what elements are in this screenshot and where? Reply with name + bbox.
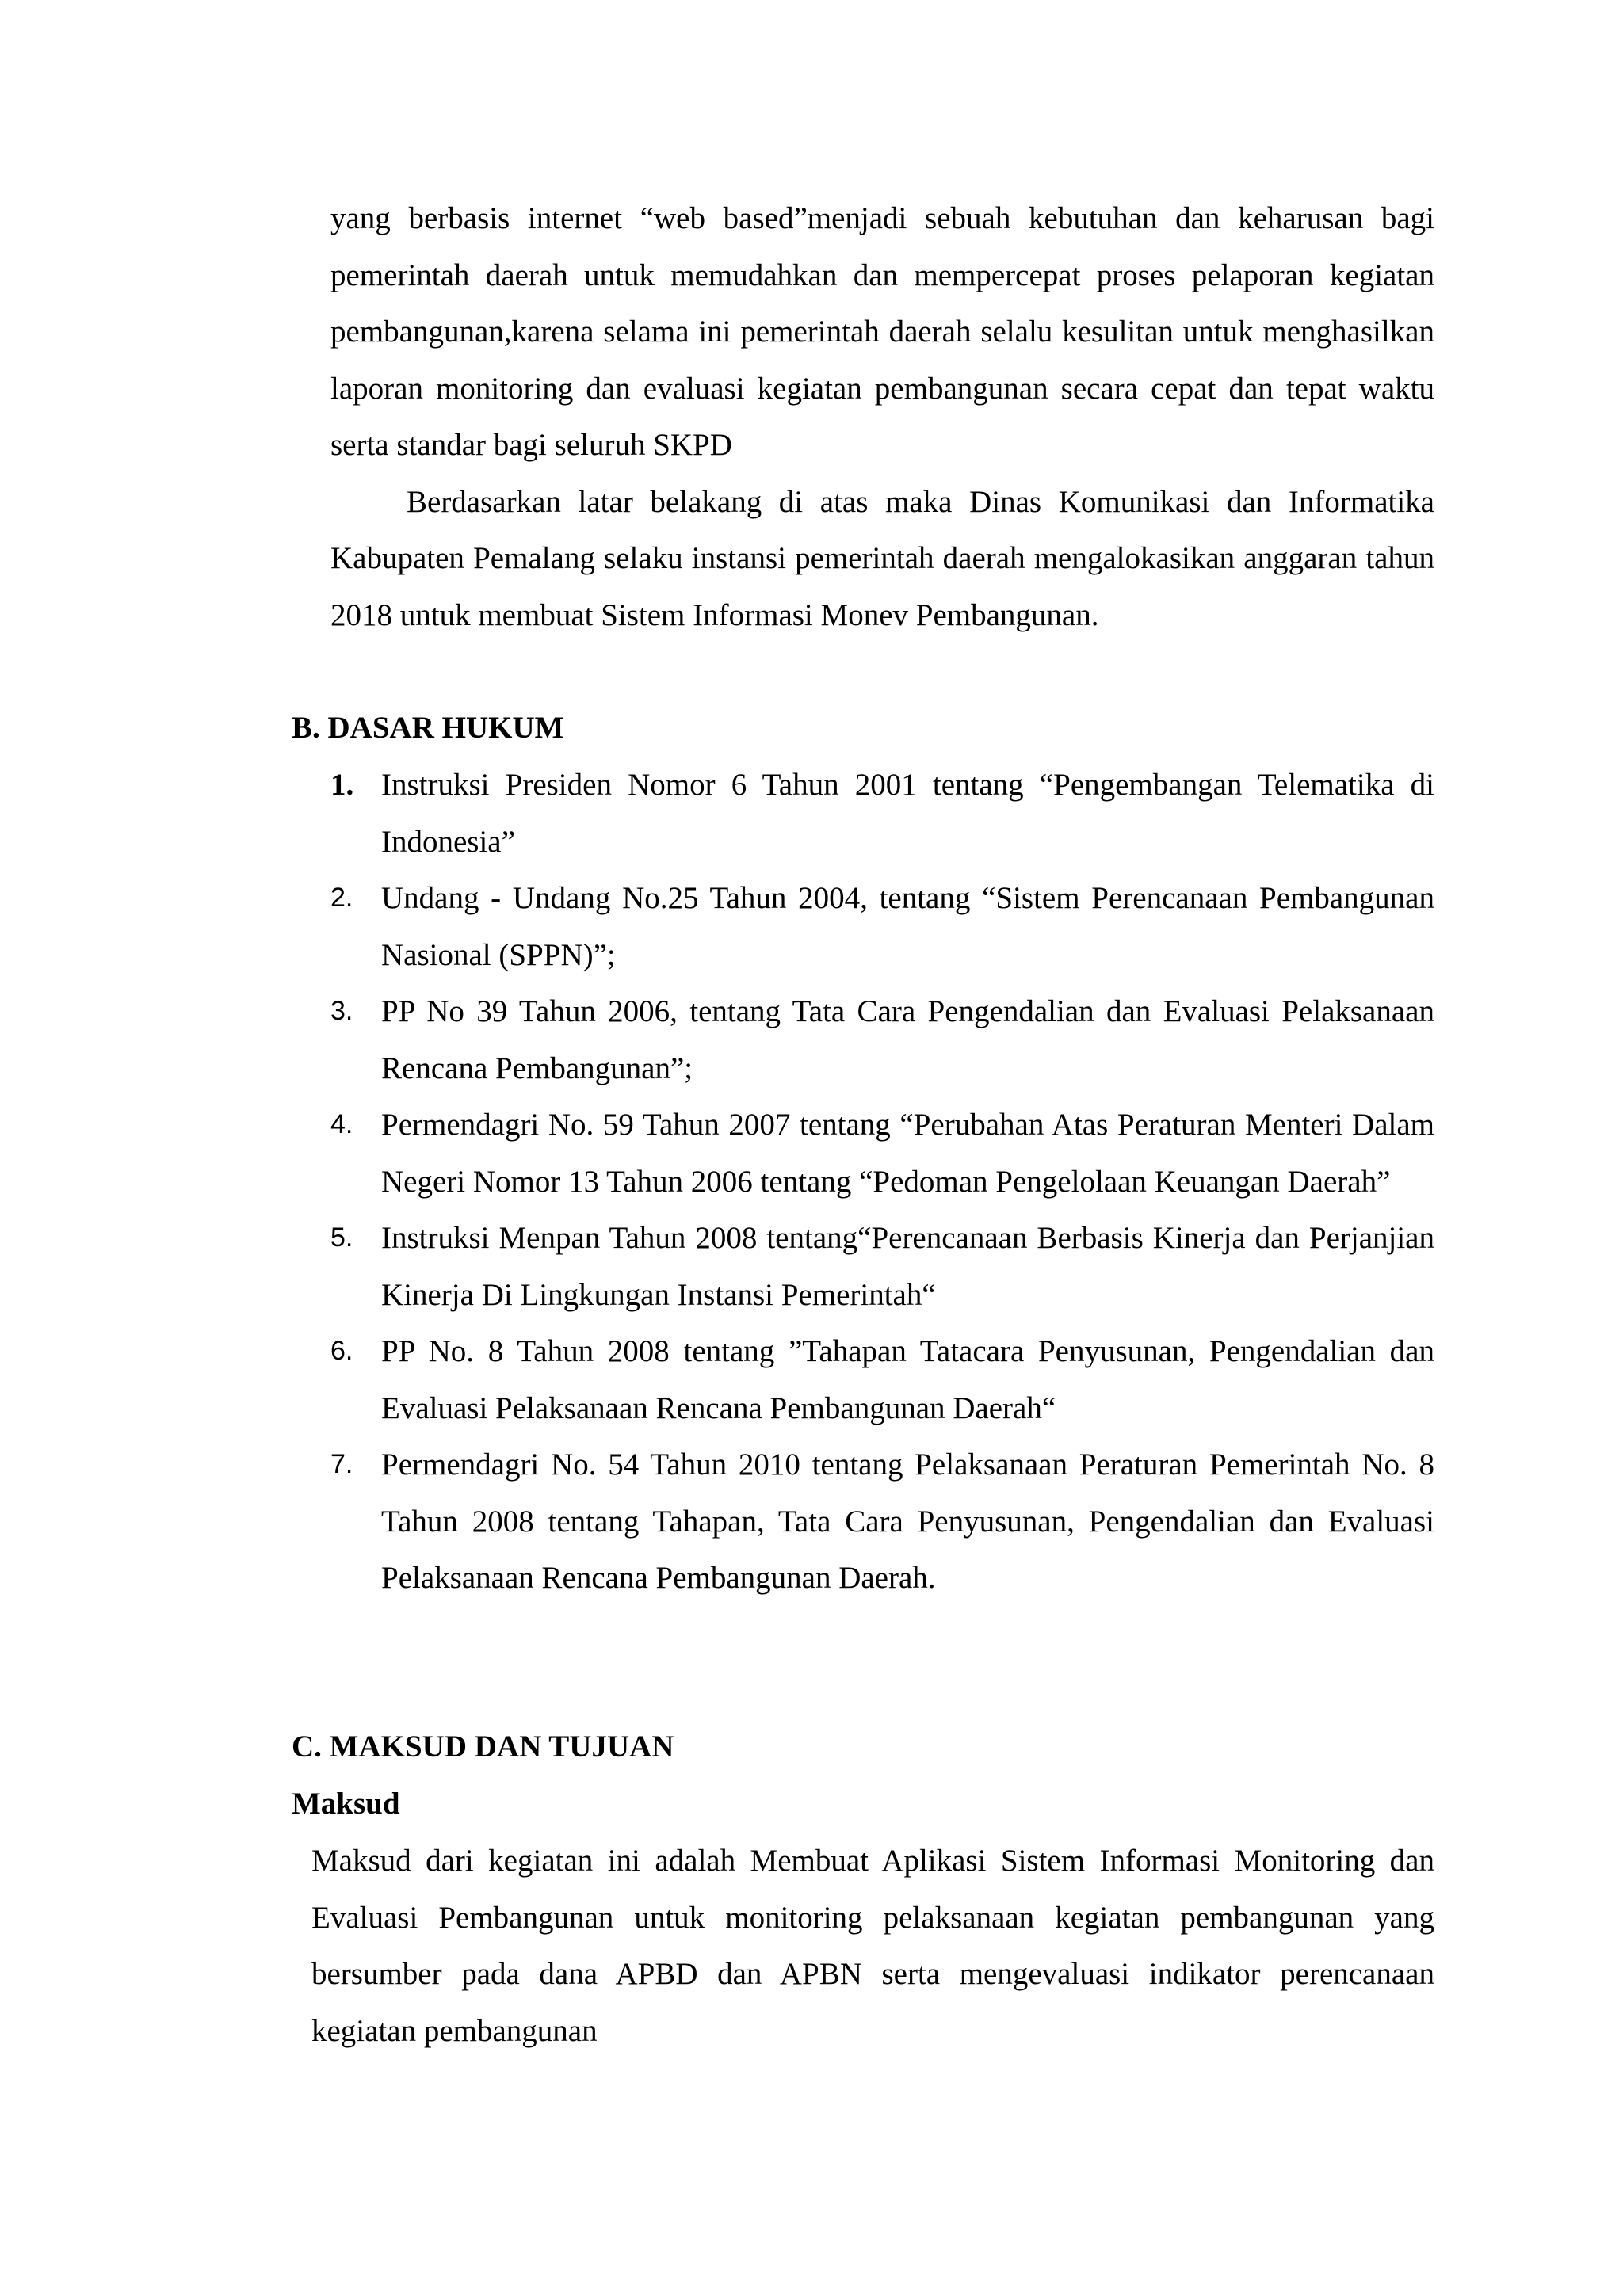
section-b-heading: B. DASAR HUKUM xyxy=(292,711,564,745)
list-item-number: 6. xyxy=(330,1336,353,1366)
maksud-subheading: Maksud xyxy=(292,1787,400,1821)
section-c-heading: C. MAKSUD DAN TUJUAN xyxy=(292,1730,674,1764)
legal-basis-list xyxy=(330,757,1434,1607)
list-item xyxy=(330,1436,1434,1607)
list-item-text: PP No 39 Tahun 2006, tentang Tata Cara Pengendalian dan Evaluasi Pelaksanaan Rencana Pembangunan”; xyxy=(381,994,1434,1085)
list-item-number: 1. xyxy=(330,768,354,802)
maksud-paragraph: Maksud dari kegiatan ini adalah Membuat Aplikasi Sistem Informasi Monitoring dan Evaluasi Pembangunan untuk monitoring pelaksanaan kegiatan pembangunan yang bersumber pada dana APBD dan APBN serta mengevaluasi indikator perencanaan kegiatan pembangunan xyxy=(311,1844,1434,2048)
list-item-text: Permendagri No. 59 Tahun 2007 tentang “Perubahan Atas Peraturan Menteri Dalam Negeri Nomor 13 Tahun 2006 tentang “Pedoman Pengelolaan Keuangan Daerah” xyxy=(381,1108,1434,1199)
list-item-number: 3. xyxy=(330,996,353,1026)
list-item-text: Instruksi Menpan Tahun 2008 tentang“Perencanaan Berbasis Kinerja dan Perjanjian Kinerja Di Lingkungan Instansi Pemerintah“ xyxy=(381,1221,1434,1312)
intro-paragraph-1: yang berbasis internet “web based”menjadi sebuah kebutuhan dan keharusan bagi pemerintah daerah untuk memudahkan dan mempercepat proses pelaporan kegiatan pembangunan,karena selama ini pemerintah daerah selalu kesulitan untuk menghasilkan laporan monitoring dan evaluasi kegiatan pembangunan secara cepat dan tepat waktu serta standar bagi seluruh SKPD xyxy=(330,201,1434,462)
list-item xyxy=(330,1323,1434,1436)
intro-paragraph-2: Berdasarkan latar belakang di atas maka Dinas Komunikasi dan Informatika Kabupaten Pemalang selaku instansi pemerintah daerah mengalokasikan anggaran tahun 2018 untuk membuat Sistem Informasi Monev Pembangunan. xyxy=(330,484,1434,632)
list-item-number: 4. xyxy=(330,1109,353,1139)
list-item-text: Undang - Undang No.25 Tahun 2004, tentang “Sistem Perencanaan Pembangunan Nasional (SPPN)”; xyxy=(381,881,1434,972)
list-item-text: PP No. 8 Tahun 2008 tentang ”Tahapan Tatacara Penyusunan, Pengendalian dan Evaluasi Pelaksanaan Rencana Pembangunan Daerah“ xyxy=(381,1334,1434,1425)
list-item-number: 2. xyxy=(330,883,353,913)
list-item-text: Permendagri No. 54 Tahun 2010 tentang Pelaksanaan Peraturan Pemerintah No. 8 Tahun 2008 tentang Tahapan, Tata Cara Penyusunan, Pengendalian dan Evaluasi Pelaksanaan Rencana Pembangunan Daerah. xyxy=(381,1447,1434,1595)
list-item xyxy=(330,870,1434,983)
list-item xyxy=(330,1097,1434,1210)
maksud-section xyxy=(311,1833,1434,2059)
list-item-text: Instruksi Presiden Nomor 6 Tahun 2001 tentang “Pengembangan Telematika di Indonesia” xyxy=(381,768,1434,859)
list-item-number: 7. xyxy=(330,1449,353,1479)
list-item xyxy=(330,1210,1434,1323)
list-item xyxy=(330,983,1434,1097)
intro-section xyxy=(330,190,1434,643)
list-item xyxy=(330,757,1434,870)
list-item-number: 5. xyxy=(330,1222,353,1253)
